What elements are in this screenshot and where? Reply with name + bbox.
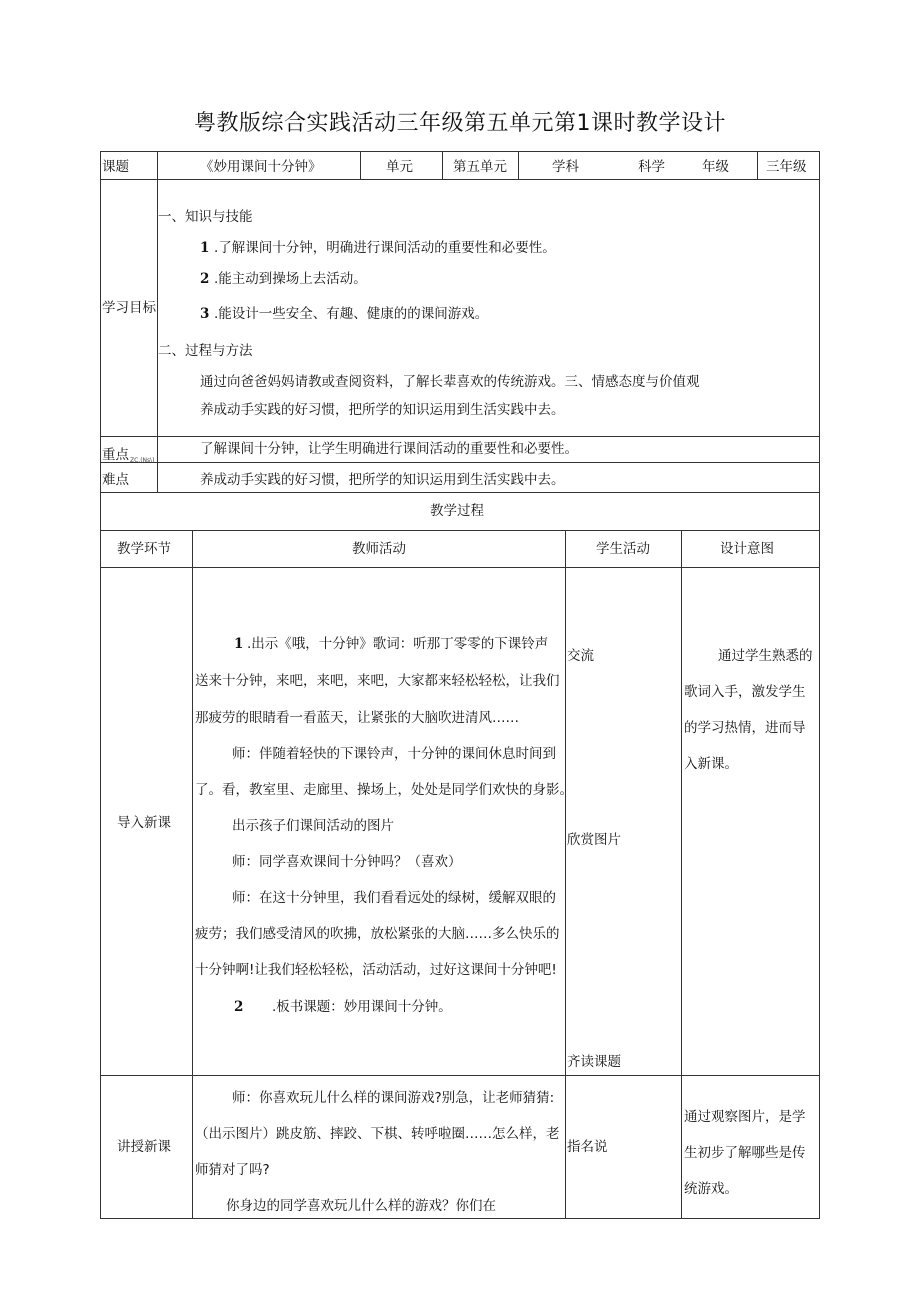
- intro-line-7: 师：同学喜欢课间十分钟吗？（喜欢）: [232, 854, 462, 870]
- subject-value: 科学: [638, 159, 665, 175]
- column-teacher: 教师活动: [352, 541, 406, 557]
- topic-value: 《妙用课间十分钟》: [200, 159, 322, 175]
- objective-3-number: 3: [200, 306, 210, 322]
- teach-design-2: 生初步了解哪些是传: [684, 1145, 806, 1161]
- intro-student-1: 交流: [567, 648, 594, 664]
- teach-stage: 讲授新课: [117, 1139, 171, 1155]
- process-heading: 教学过程: [430, 503, 484, 519]
- intro-line-11-number: 2: [234, 999, 244, 1015]
- teach-line-4: 你身边的同学喜欢玩儿什么样的游戏？你们在: [226, 1198, 496, 1214]
- grade-value: 三年级: [766, 159, 807, 175]
- teach-design-3: 统游戏。: [684, 1181, 738, 1197]
- column-design: 设计意图: [720, 541, 774, 557]
- difficult-point-text: 养成动手实践的好习惯，把所学的知识运用到生活实践中去。: [200, 472, 565, 488]
- difficult-point-label: 难点: [102, 472, 129, 488]
- column-stage: 教学环节: [117, 541, 171, 557]
- intro-line-11: .板书课题：妙用课间十分钟。: [272, 999, 452, 1015]
- intro-line-1: .出示《哦，十分钟》歌词：听那丁零零的下课铃声: [247, 636, 549, 652]
- intro-line-6: 出示孩子们课间活动的图片: [232, 818, 394, 834]
- intro-design-3: 的学习热情，进而导: [684, 720, 806, 736]
- intro-design-4: 入新课。: [684, 756, 738, 772]
- unit-label: 单元: [386, 159, 413, 175]
- objective-1-number: 1: [200, 240, 210, 256]
- objective-1-text: .了解课间十分钟，明确进行课间活动的重要性和必要性。: [214, 240, 556, 256]
- objective-2-text: .能主动到操场上去活动。: [214, 271, 367, 287]
- key-point-text: 了解课间十分钟，让学生明确进行课间活动的重要性和必要性。: [200, 441, 578, 457]
- intro-design-2: 歌词入手，激发学生: [684, 684, 806, 700]
- subject-label: 学科: [552, 159, 579, 175]
- unit-value: 第五单元: [453, 159, 507, 175]
- topic-label: 课题: [102, 159, 129, 175]
- key-point-label: 重点: [102, 447, 129, 463]
- intro-design-1: 通过学生熟悉的: [718, 648, 813, 664]
- teach-student-1: 指名说: [567, 1139, 608, 1155]
- intro-line-5: 了。看，教室里、走廊里、操场上，处处是同学们欢快的身影。: [195, 782, 573, 798]
- objectives-heading-2: 二、过程与方法: [158, 343, 253, 359]
- key-point-note: ZC.(Ns\): [130, 457, 155, 464]
- objective-2-number: 2: [200, 271, 210, 287]
- intro-line-1-number: 1: [234, 636, 244, 652]
- teach-line-3: 师猜对了吗?: [195, 1162, 270, 1178]
- objectives-label: 学习目标: [102, 300, 156, 316]
- grade-label: 年级: [702, 159, 729, 175]
- column-student: 学生活动: [596, 541, 650, 557]
- intro-student-2: 欣赏图片: [567, 832, 621, 848]
- intro-student-3: 齐读课题: [567, 1054, 621, 1070]
- objectives-paragraph-2: 养成动手实践的好习惯，把所学的知识运用到生活实践中去。: [200, 402, 565, 418]
- intro-line-9: 疲劳；我们感受清风的吹拂，放松紧张的大脑……多么快乐的: [195, 926, 560, 942]
- intro-line-4: 师：伴随着轻快的下课铃声，十分钟的课间休息时间到: [232, 746, 556, 762]
- objectives-heading-1: 一、知识与技能: [158, 209, 253, 225]
- teach-line-2: （出示图片）跳皮筋、摔跤、下棋、转呼啦圈……怎么样，老: [195, 1126, 560, 1142]
- teach-design-1: 通过观察图片，是学: [684, 1109, 806, 1125]
- intro-line-10: 十分钟啊!让我们轻松轻松，活动活动，过好这课间十分钟吧!: [195, 962, 557, 978]
- objectives-paragraph-1: 通过向爸爸妈妈请教或查阅资料，了解长辈喜欢的传统游戏。三、情感态度与价值观: [200, 374, 700, 390]
- intro-line-2: 送来十分钟，来吧，来吧，来吧，大家都来轻松轻松，让我们: [195, 673, 560, 689]
- objective-3-text: .能设计一些安全、有趣、健康的的课间游戏。: [214, 306, 489, 322]
- intro-stage: 导入新课: [117, 815, 171, 831]
- teach-line-1: 师：你喜欢玩儿什么样的课间游戏?别急，让老师猜猜:: [232, 1090, 555, 1106]
- intro-line-3: 那疲劳的眼睛看一看蓝天，让紧张的大脑吹进清风……: [195, 710, 519, 726]
- intro-line-8: 师：在这十分钟里，我们看看远处的绿树，缓解双眼的: [232, 890, 556, 906]
- document-title: 粤教版综合实践活动三年级第五单元第1课时教学设计: [194, 111, 726, 136]
